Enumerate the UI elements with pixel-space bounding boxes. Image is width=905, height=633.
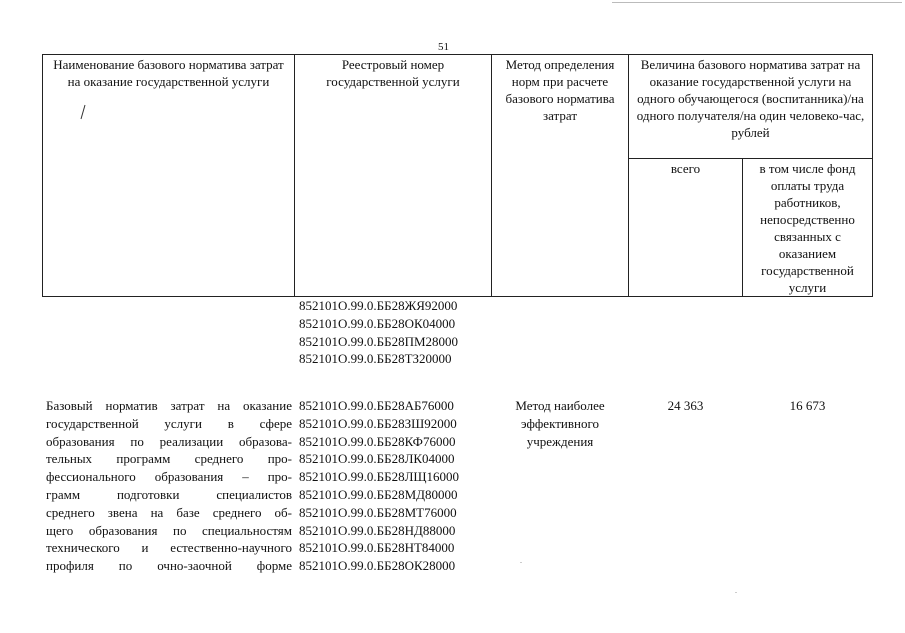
registry-code: 852101О.99.0.ББ28АБ76000 [299, 398, 454, 413]
row-total [630, 397, 741, 415]
registry-code: 852101О.99.0.ББ28ЗШ92000 [299, 415, 457, 431]
row-name-line: образования по реализации образова- [46, 433, 292, 449]
header-col-registry [294, 54, 492, 297]
prev-registry-codes [299, 297, 494, 368]
row-method [496, 397, 624, 450]
header-col-total-text: всего [670, 161, 701, 176]
row-name-line: профиля по очно-заочной форме [46, 558, 292, 574]
row-total-value: 24 363 [667, 398, 704, 413]
header-col-name [42, 54, 295, 297]
row-payroll-value: 16 673 [789, 398, 826, 413]
header-col-total [628, 158, 743, 297]
registry-code: 852101О.99.0.ББ28ОК28000 [299, 558, 456, 574]
row-method-text: Метод наиболее эффективного учреждения [515, 398, 605, 449]
page-number: 51 [438, 41, 449, 53]
registry-code: 852101О.99.0.ББ28МД80000 [299, 486, 458, 502]
row-registry-codes [299, 397, 494, 575]
registry-code: 852101О.99.0.ББ28КФ76000 [299, 433, 456, 449]
registry-code: 852101О.99.0.ББ28ЛК04000 [299, 451, 455, 467]
header-col-payroll-text: в том числе фонд оплаты труда работников, непосредственно связанных с оказанием государственной услуги [759, 161, 856, 295]
header-col-name-text: Наименование базового норматива затрат на оказание государственной услуги [53, 57, 284, 89]
row-name-line: Базовый норматив затрат на оказание [46, 398, 292, 413]
registry-code: 852101О.99.0.ББ28МТ76000 [299, 504, 457, 520]
row-name-line: тельных программ среднего про- [46, 451, 292, 467]
registry-code: 852101О.99.0.ББ28ЖЯ92000 [299, 298, 458, 313]
header-col-method-text: Метод определения норм при расчете базового норматива затрат [505, 57, 615, 123]
pen-mark [80, 104, 86, 120]
header-col-method [491, 54, 629, 297]
registry-code: 852101О.99.0.ББ28ЛЩ16000 [299, 469, 459, 485]
header-col-value-text: Величина базового норматива затрат на оказание государственной услуги на одного обучающегося (воспитанника)/на одного получателя/на один человеко-час, рублей [636, 57, 865, 140]
row-name-line: технического и естественно-научного [46, 540, 292, 556]
registry-code: 852101О.99.0.ББ28ОК04000 [299, 315, 456, 331]
header-col-value [628, 54, 873, 159]
scan-speck [520, 562, 522, 563]
row-name-line: среднего звена на базе среднего об- [46, 504, 292, 520]
row-name-line: грамм подготовки специалистов [46, 486, 292, 502]
row-name-line: фессионального образования – про- [46, 469, 292, 485]
row-name [46, 397, 292, 575]
header-col-registry-text: Реестровый номер государственной услуги [326, 57, 460, 89]
row-name-line: государственной услуги в сфере [46, 415, 292, 431]
registry-code: 852101О.99.0.ББ28НД88000 [299, 522, 456, 538]
row-name-line: щего образования по специальностям [46, 522, 292, 538]
registry-code: 852101О.99.0.ББ28ПМ28000 [299, 333, 459, 349]
header-col-payroll [742, 158, 873, 297]
row-payroll [744, 397, 871, 415]
top-edge-line [612, 2, 902, 3]
registry-code: 852101О.99.0.ББ28ТЗ20000 [299, 351, 452, 367]
registry-code: 852101О.99.0.ББ28НТ84000 [299, 540, 455, 556]
scan-speck [735, 592, 737, 593]
